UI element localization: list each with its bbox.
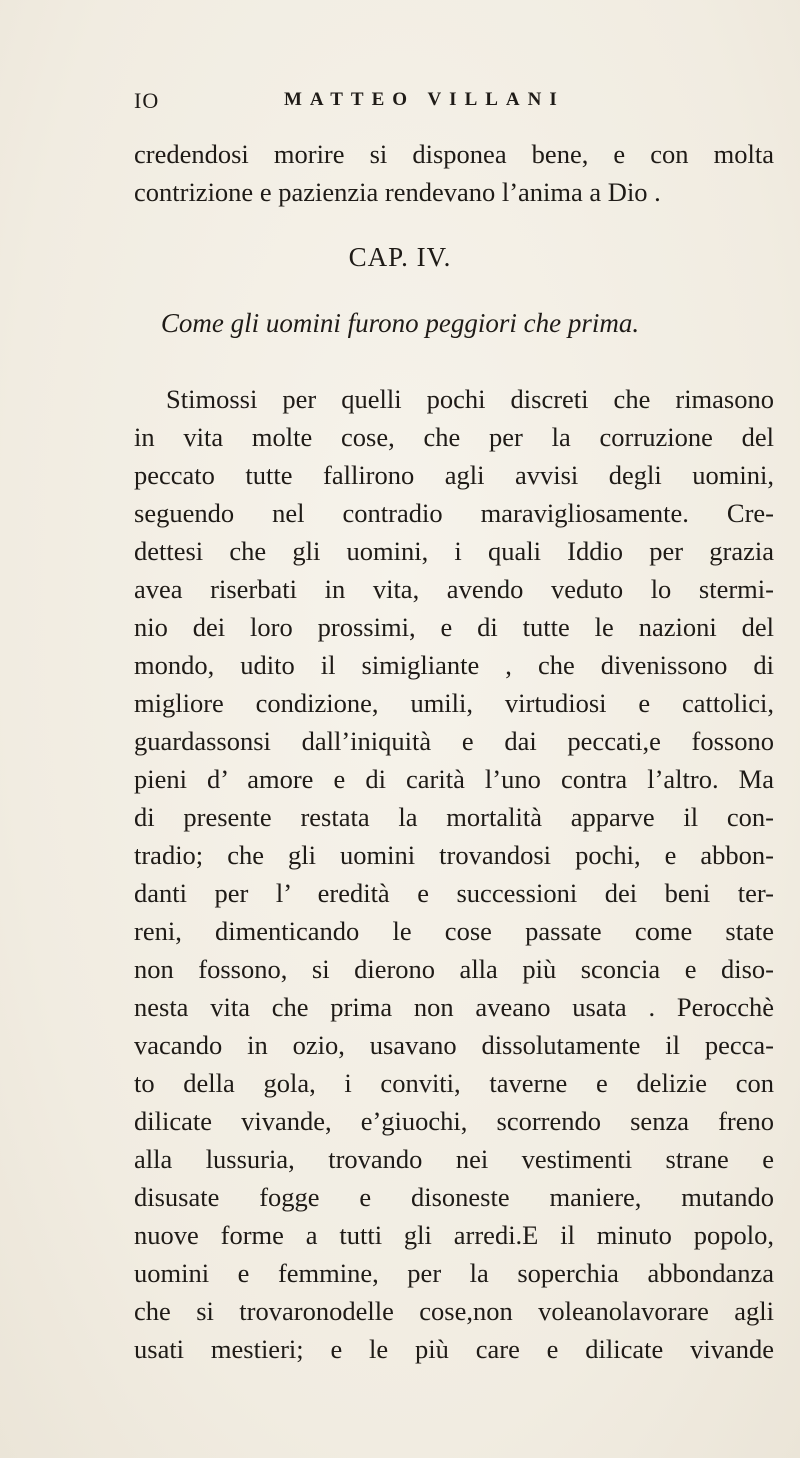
text-line: pieni d’ amore e di carità l’uno contra l’altro. Ma bbox=[134, 764, 774, 794]
text-line: Stimossi per quelli pochi discreti che rimasono bbox=[166, 384, 774, 414]
text-line: mondo, udito il simigliante , che divenissono di bbox=[134, 650, 774, 680]
page-header bbox=[134, 88, 666, 118]
text-line: danti per l’ eredità e successioni dei beni ter- bbox=[134, 878, 774, 908]
text-line: migliore condizione, umili, virtudiosi e cattolici, bbox=[134, 688, 774, 718]
running-head: MATTEO VILLANI bbox=[284, 89, 565, 110]
text-line: usati mestieri; e le più care e dilicate vivande bbox=[134, 1334, 774, 1364]
text-line: dilicate vivande, e’giuochi, scorrendo senza freno bbox=[134, 1106, 774, 1136]
chapter-heading: CAP. IV. bbox=[348, 242, 452, 272]
text-line: non fossono, si dierono alla più sconcia e diso- bbox=[134, 954, 774, 984]
text-line: to della gola, i conviti, taverne e delizie con bbox=[134, 1068, 774, 1098]
text-line: nuove forme a tutti gli arredi.E il minuto popolo, bbox=[134, 1220, 774, 1250]
text-line: avea riserbati in vita, avendo veduto lo stermi- bbox=[134, 574, 774, 604]
text-line: di presente restata la mortalità apparve il con- bbox=[134, 802, 774, 832]
text-line: nio dei loro prossimi, e di tutte le nazioni del bbox=[134, 612, 774, 642]
text-line: peccato tutte fallirono agli avvisi degli uomini, bbox=[134, 460, 774, 490]
text-line: guardassonsi dall’iniquità e dai peccati,e fossono bbox=[134, 726, 774, 756]
text-line: reni, dimenticando le cose passate come state bbox=[134, 916, 774, 946]
text-line: credendosi morire si disponea bene, e con molta bbox=[134, 139, 774, 169]
page-number: IO bbox=[134, 88, 160, 113]
text-line: contrizione e pazienzia rendevano l’anima a Dio . bbox=[134, 177, 661, 207]
chapter-title: Come gli uomini furono peggiori che prima. bbox=[160, 308, 640, 338]
text-line: disusate fogge e disoneste maniere, mutando bbox=[134, 1182, 774, 1212]
text-line: dettesi che gli uomini, i quali Iddio per grazia bbox=[134, 536, 774, 566]
text-line: tradio; che gli uomini trovandosi pochi, e abbon- bbox=[134, 840, 774, 870]
text-line: in vita molte cose, che per la corruzione del bbox=[134, 422, 774, 452]
text-line: vacando in ozio, usavano dissolutamente il pecca- bbox=[134, 1030, 774, 1060]
text-line: che si trovaronodelle cose,non voleanolavorare agli bbox=[134, 1296, 774, 1326]
text-line: uomini e femmine, per la soperchia abbondanza bbox=[134, 1258, 774, 1288]
text-line: seguendo nel contradio maravigliosamente. Cre- bbox=[134, 498, 774, 528]
text-line: nesta vita che prima non aveano usata . Perocchè bbox=[134, 992, 774, 1022]
text-line: alla lussuria, trovando nei vestimenti strane e bbox=[134, 1144, 774, 1174]
